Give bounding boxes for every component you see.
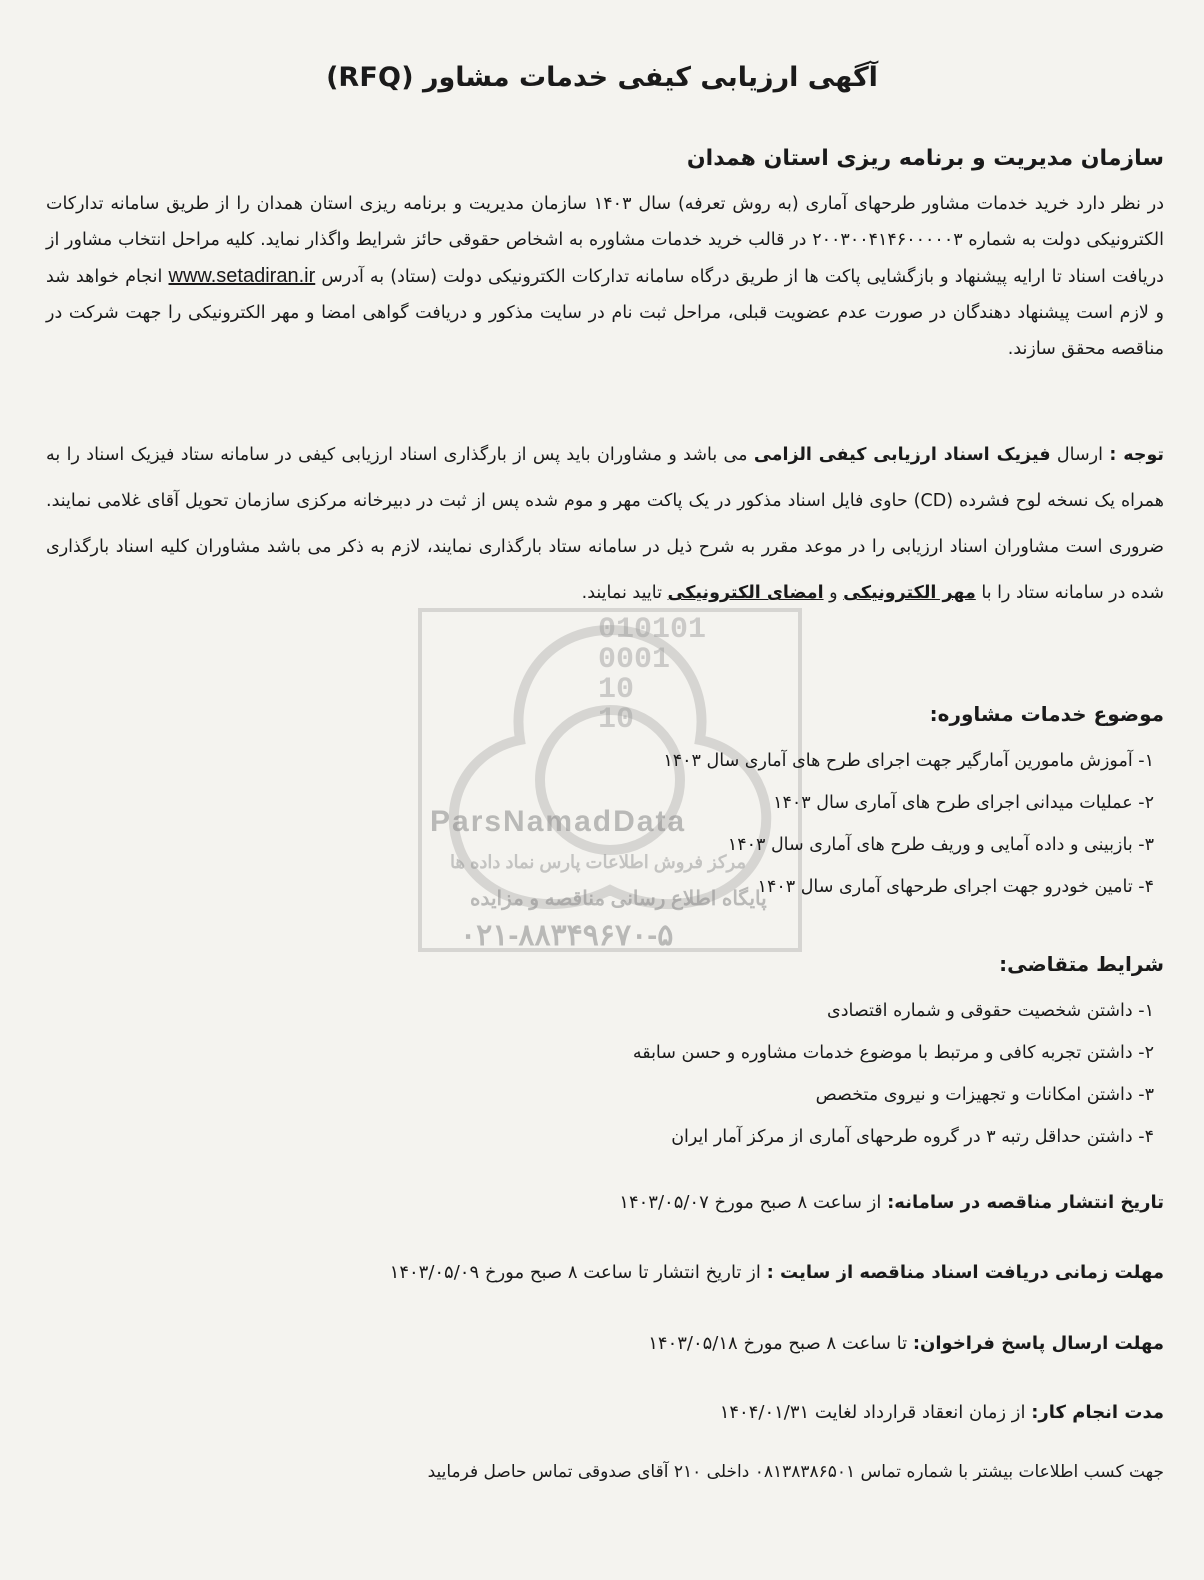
- contact-info: جهت کسب اطلاعات بیشتر با شماره تماس ۰۸۱۳۸۳۸۶۵۰۱ داخلی ۲۱۰ آقای صدوقی تماس حاصل فرمایید: [427, 1462, 1164, 1482]
- download-deadline-row: [390, 1262, 1164, 1283]
- download-deadline-label: مهلت زمانی دریافت اسناد مناقصه از سایت :: [766, 1262, 1164, 1283]
- list-item: ۲- داشتن تجربه کافی و مرتبط با موضوع خدمات مشاوره و حسن سابقه: [632, 1043, 1154, 1063]
- list-item: ۳- بازبینی و داده آمایی و وریف طرح های آماری سال ۱۴۰۳: [727, 835, 1154, 855]
- note-paragraph: [46, 432, 1164, 616]
- duration-row: [720, 1402, 1164, 1423]
- publish-date-row: [619, 1192, 1164, 1213]
- services-list: [663, 740, 1154, 908]
- response-deadline-label: مهلت ارسال پاسخ فراخوان:: [912, 1333, 1164, 1354]
- list-item: ۱- آموزش مامورین آمارگیر جهت اجرای طرح های آماری سال ۱۴۰۳: [663, 751, 1154, 771]
- page-title: آگهی ارزیابی کیفی خدمات مشاور (RFQ): [326, 62, 878, 93]
- conditions-list: [633, 990, 1154, 1158]
- list-item: ۱- داشتن شخصیت حقوقی و شماره اقتصادی: [827, 1001, 1154, 1021]
- note-bold-text: فیزیک اسناد ارزیابی کیفی الزامی: [753, 445, 1051, 465]
- note-text-1: ارسال: [1056, 445, 1103, 465]
- note-text-2: می باشد و مشاوران باید پس از بارگذاری اسناد ارزیابی کیفی در سامانه ستاد فیزیک اسناد را به همراه یک نسخه لوح فشرده (CD) حاوی فایل اسناد مذکور در یک پاکت مهر و موم شده پس از ثبت در دبیرخانه مرکزی سازمان تحویل آقای غلامی نمایند. ضروری است مشاوران اسناد ارزیابی را در موعد مقرر به شرح ذیل در سامانه ستاد بارگذاری نمایند، لازم به ذکر می باشد مشاوران کلیه اسناد بارگذاری شده در سامانه ستاد را با: [46, 445, 1164, 603]
- note-connector: و: [829, 583, 838, 603]
- list-item: ۳- داشتن امکانات و تجهیزات و نیروی متخصص: [815, 1085, 1154, 1105]
- duration-label: مدت انجام کار:: [1031, 1402, 1164, 1423]
- duration-value: از زمان انعقاد قرارداد لغایت ۱۴۰۴/۰۱/۳۱: [719, 1402, 1026, 1423]
- list-item: ۴- تامین خودرو جهت اجرای طرحهای آماری سال ۱۴۰۳: [757, 877, 1154, 897]
- download-deadline-value: از تاریخ انتشار تا ساعت ۸ صبح مورخ ۱۴۰۳/۰۵/۰۹: [389, 1262, 761, 1283]
- response-deadline-value: تا ساعت ۸ صبح مورخ ۱۴۰۳/۰۵/۱۸: [648, 1333, 908, 1354]
- note-underline-1: مهر الکترونیکی: [843, 583, 976, 603]
- watermark-binary: 010101 0001 10 10: [598, 613, 707, 737]
- watermark-phone: ۰۲۱-۸۸۳۴۹۶۷۰-۵: [460, 919, 674, 952]
- watermark-line2: پایگاه اطلاع رسانی مناقصه و مزایده: [470, 888, 767, 910]
- intro-paragraph: [46, 186, 1164, 367]
- publish-date-value: از ساعت ۸ صبح مورخ ۱۴۰۳/۰۵/۰۷: [619, 1192, 882, 1213]
- intro-text-2: انجام خواهد شد و لازم است پیشنهاد دهندگان در صورت عدم عضویت قبلی، مراحل ثبت نام در سایت مذکور و دریافت گواهی امضا و مهر الکترونیکی را جهت شرکت در مناقصه محقق سازند.: [46, 267, 1164, 359]
- watermark-brand: ParsNamadData: [430, 805, 687, 838]
- note-underline-2: امضای الکترونیکی: [667, 583, 824, 603]
- setadiran-link[interactable]: www.setadiran.ir: [168, 265, 316, 287]
- response-deadline-row: [648, 1333, 1164, 1354]
- note-label: توجه :: [1109, 445, 1164, 465]
- publish-date-label: تاریخ انتشار مناقصه در سامانه:: [887, 1192, 1164, 1213]
- watermark-line1: مرکز فروش اطلاعات پارس نماد داده ها: [450, 852, 747, 872]
- services-heading: موضوع خدمات مشاوره:: [929, 702, 1164, 726]
- list-item: ۲- عملیات میدانی اجرای طرح های آماری سال ۱۴۰۳: [773, 793, 1154, 813]
- conditions-heading: شرایط متقاضی:: [999, 952, 1164, 976]
- intro-text-1: در نظر دارد خرید خدمات مشاور طرحهای آماری (به روش تعرفه) سال ۱۴۰۳ سازمان مدیریت و برنامه ریزی استان همدان را از طریق سامانه تدارکات الکترونیکی دولت به شماره ۲۰۰۳۰۰۴۱۴۶۰۰۰۰۰۳ در قالب خرید خدمات مشاوره به اشخاص حقوقی حائز شرایط واگذار نماید. کلیه مراحل انتخاب مشاور از دریافت اسناد تا ارایه پیشنهاد و بازگشایی پاکت ها از طریق درگاه سامانه تدارکات الکترونیکی دولت (ستاد) به آدرس: [46, 194, 1164, 287]
- list-item: ۴- داشتن حداقل رتبه ۳ در گروه طرحهای آماری از مرکز آمار ایران: [671, 1127, 1154, 1147]
- organization-name: سازمان مدیریت و برنامه ریزی استان همدان: [686, 146, 1164, 171]
- note-text-3: تایید نمایند.: [581, 583, 662, 603]
